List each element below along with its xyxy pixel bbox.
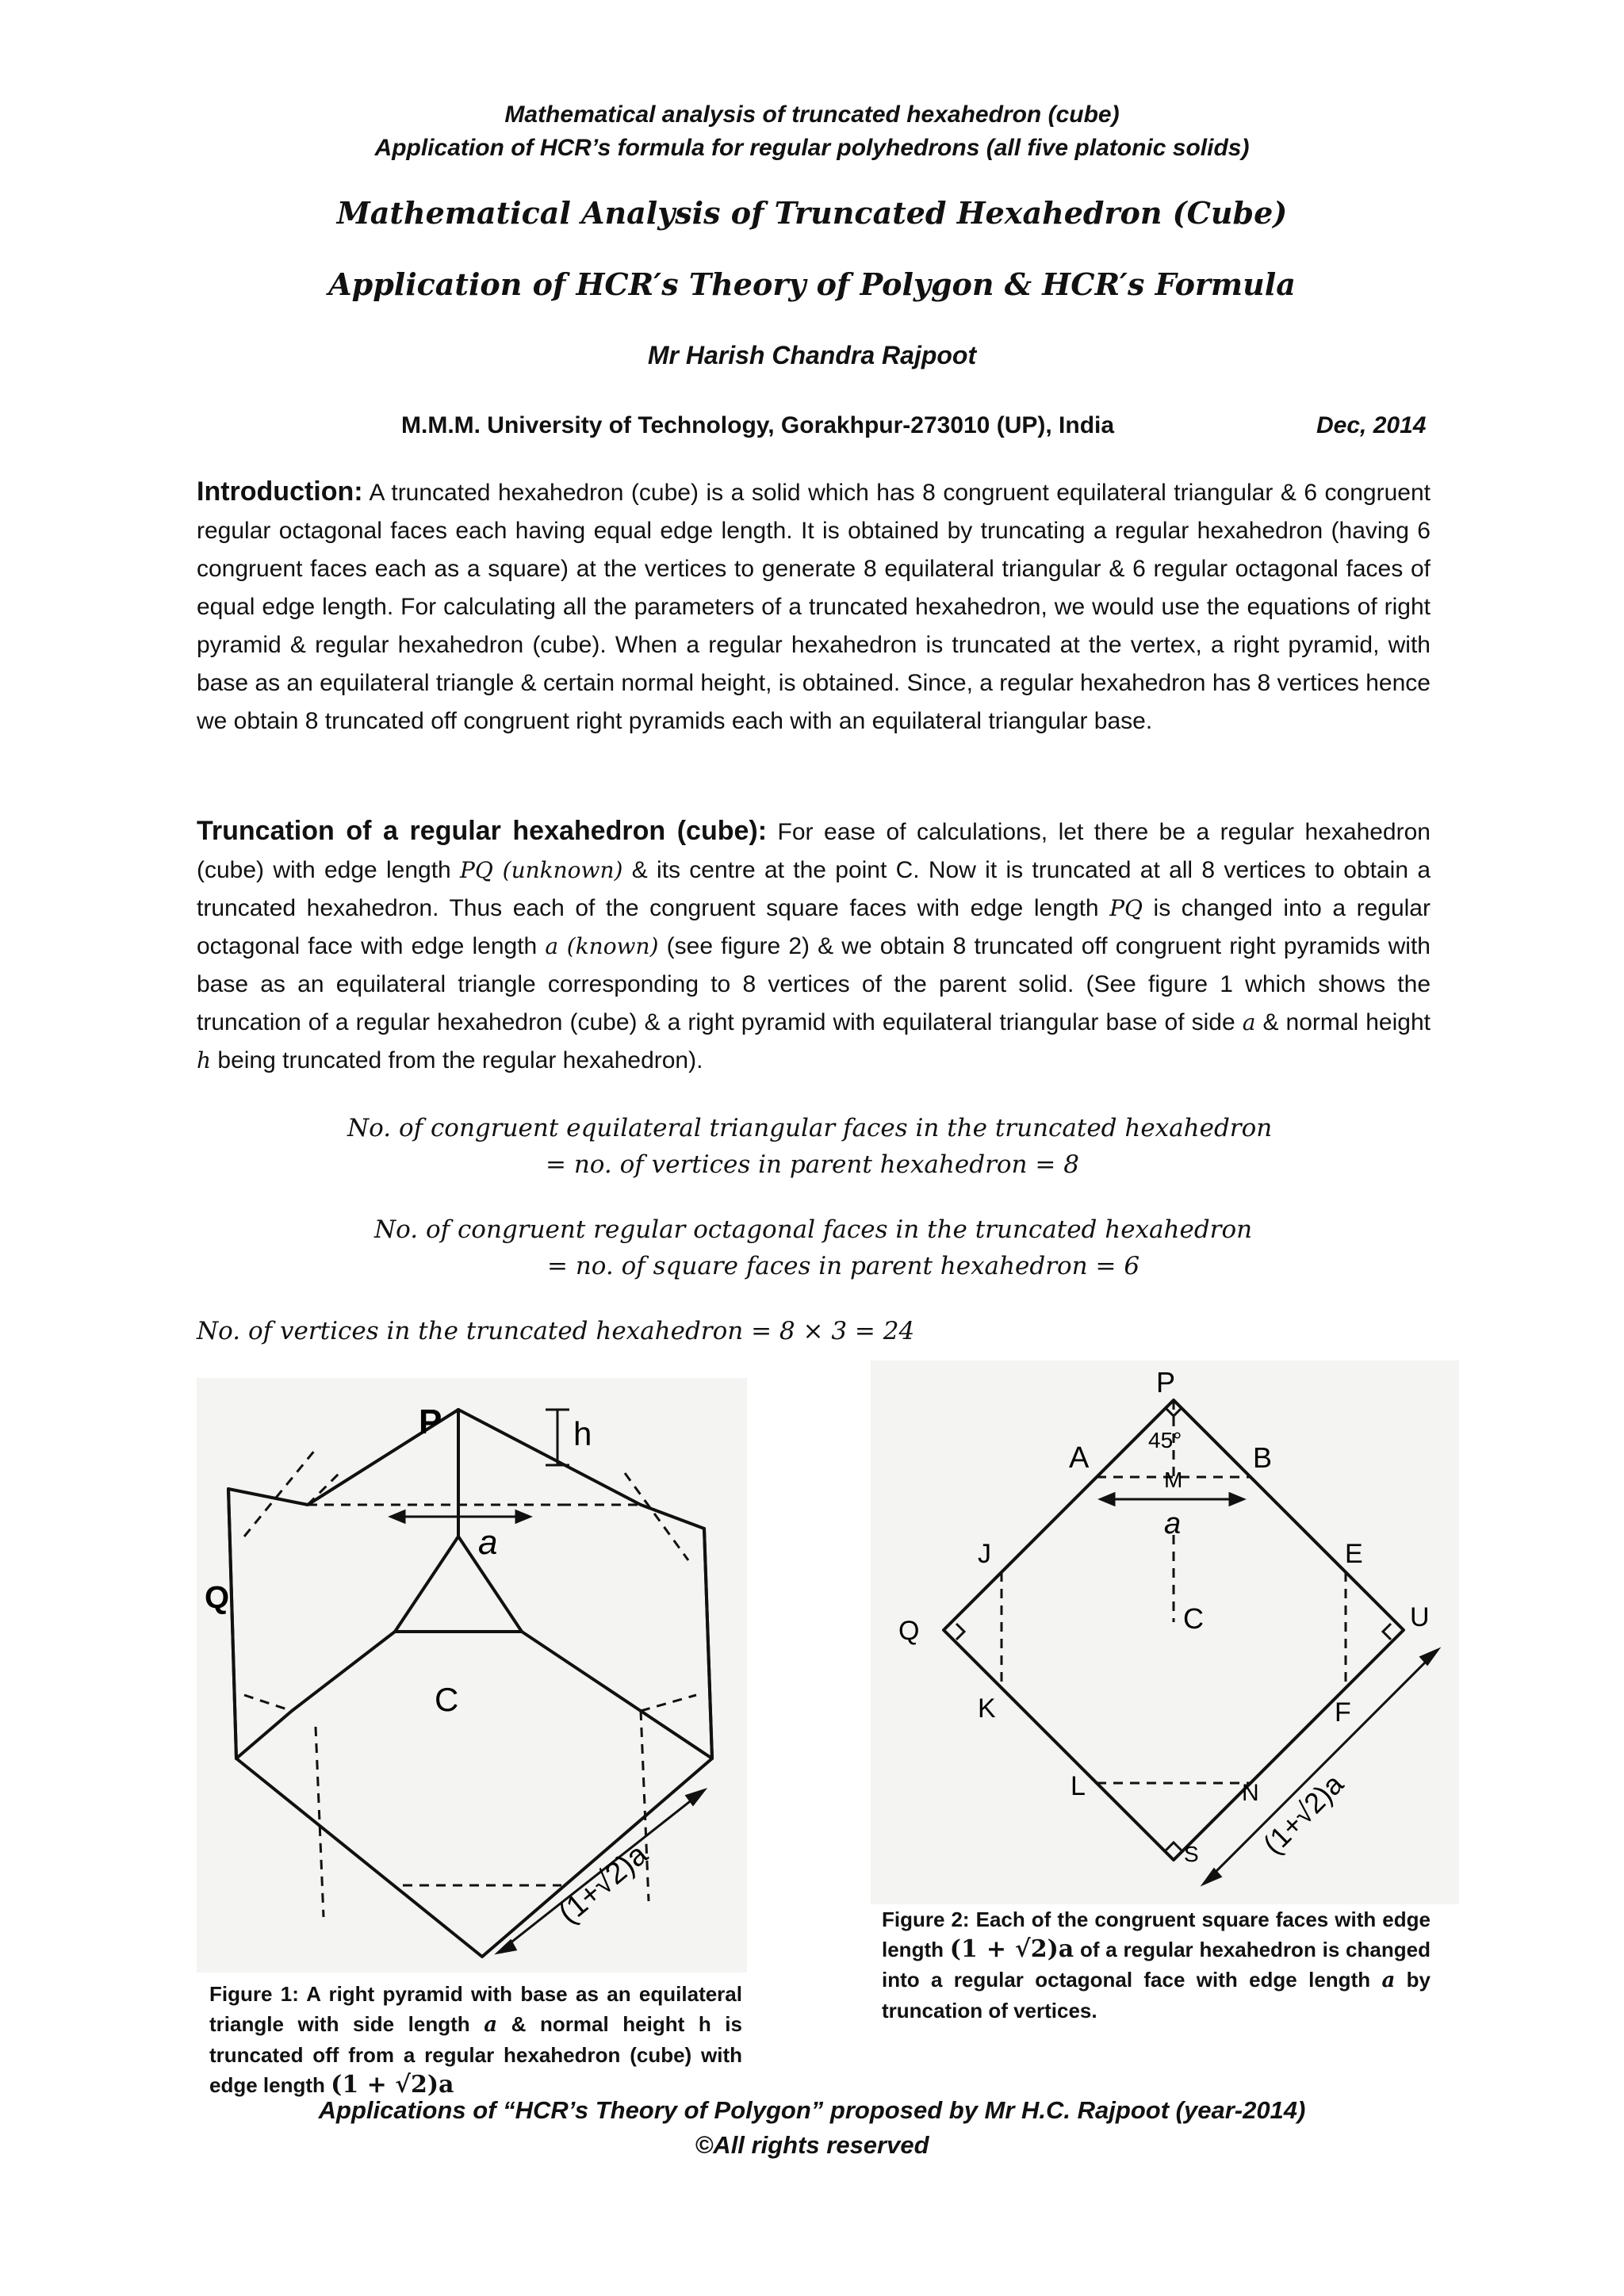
fig1-label-h: h xyxy=(573,1415,592,1452)
fig2-label-edge: (1+√2)a xyxy=(1256,1767,1350,1861)
fig1-truncated-triangle xyxy=(395,1536,522,1632)
fig2-label-f: F xyxy=(1335,1697,1351,1728)
introduction-heading: Introduction: xyxy=(197,476,363,507)
fig2-label-l: L xyxy=(1071,1771,1086,1801)
fig1-label-a: a xyxy=(478,1523,498,1562)
math-a-known: a (known) xyxy=(545,933,659,959)
figure-1-caption-math-edge: (1 + √2)a xyxy=(331,2071,454,2099)
fig2-label-angle: 45° xyxy=(1148,1428,1182,1452)
equation-1-line-1: No. of congruent equilateral triangular faces in the truncated hexahedron xyxy=(347,1114,1273,1142)
page-title-line1: Mathematical Analysis of Truncated Hexahedron (Cube) xyxy=(336,195,1288,231)
fig2-label-p: P xyxy=(1156,1366,1176,1399)
fig2-label-a: a xyxy=(1164,1507,1182,1540)
math-pq: PQ xyxy=(1109,895,1143,921)
truncation-heading: Truncation of a regular hexahedron (cube): xyxy=(197,816,768,846)
fig2-label-s: S xyxy=(1184,1842,1199,1866)
fig2-label-n: N xyxy=(1242,1780,1259,1806)
author-name: Mr Harish Chandra Rajpoot xyxy=(647,341,977,369)
fig2-label-c: C xyxy=(1183,1602,1204,1635)
fig2-label-k: K xyxy=(978,1693,996,1724)
running-header-line2: Application of HCR’s formula for regular polyhedrons (all five platonic solids) xyxy=(374,135,1250,161)
figure-2-caption-text-2: of a regular hexahedron is changed into a regular octagonal face with edge length xyxy=(882,1938,1431,1992)
figure-1-drawing xyxy=(197,1378,747,1973)
fig2-label-j: J xyxy=(978,1539,991,1569)
fig1-label-q: Q xyxy=(205,1580,230,1615)
figure-1-image xyxy=(197,1378,747,1973)
equation-2-line-2: = no. of square faces in parent hexahedron = 6 xyxy=(547,1252,1140,1280)
figure-2-image xyxy=(871,1360,1459,1904)
figure-2-caption-text-3: by truncation of vertices. xyxy=(882,1968,1431,2022)
fig2-label-a-vertex: A xyxy=(1069,1441,1090,1475)
footer-copyright: ©All rights reserved xyxy=(695,2131,929,2159)
figure-2-caption-text: Figure 2: Each of the congruent square faces with edge length xyxy=(882,1908,1431,1961)
affiliation: M.M.M. University of Technology, Gorakhpur-273010 (UP), India xyxy=(401,412,1115,438)
fig1-label-p: P xyxy=(419,1402,442,1441)
figure-2-drawing xyxy=(871,1360,1459,1904)
fig2-label-q: Q xyxy=(898,1616,920,1646)
figure-2-caption-math-a: a xyxy=(1381,1969,1396,1992)
figure-1-caption-math-a: a xyxy=(484,2013,498,2037)
introduction-text: A truncated hexahedron (cube) is a solid which has 8 congruent equilateral triangular & 6 congruent regular octagonal faces each having equal edge length. It is obtained by truncating a regular hexahedron (having 6 congruent faces each as a square) at the vertices to generate 8 equilateral triangular & 6 regular octagonal faces of equal edge length. For calculating all the parameters of a truncated hexahedron, we would use the equations of right pyramid & regular hexahedron (cube). When a regular hexahedron is truncated at the vertex, a right pyramid, with base as an equilateral triangle & certain normal height, is obtained. Since, a regular hexahedron has 8 vertices hence we obtain 8 truncated off congruent right pyramids each with an equilateral triangular base. xyxy=(197,480,1431,734)
equation-3: No. of vertices in the truncated hexahedron = 8 × 3 = 24 xyxy=(197,1317,915,1345)
truncation-paragraph xyxy=(197,812,1431,1080)
introduction-paragraph xyxy=(197,473,1431,740)
fig1-label-edge: (1+√2)a xyxy=(552,1838,654,1931)
figure-2-caption-math-edge: (1 + √2)a xyxy=(949,1935,1074,1963)
figure-2-caption xyxy=(882,1904,1431,2026)
publication-date: Dec, 2014 xyxy=(1316,412,1427,438)
equation-2-line-1: No. of congruent regular octagonal faces in the truncated hexahedron xyxy=(374,1215,1253,1244)
truncation-text-4: (see figure 2) & we obtain 8 truncated off congruent right pyramids with base as an equilateral triangle corresponding to 8 vertices of the parent solid. (See figure 1 which shows the truncation of a regular hexahedron (cube) & a right pyramid with equilateral triangular base of side xyxy=(197,933,1431,1035)
truncation-text-1: For ease of calculations, let there be a regular hexahedron (cube) with edge length xyxy=(197,819,1431,883)
figure-1-caption xyxy=(209,1979,742,2100)
footer-line1: Applications of “HCR’s Theory of Polygon” proposed by Mr H.C. Rajpoot (year-2014) xyxy=(318,2096,1306,2124)
figure-1-caption-text-2: & normal height h is truncated off from a regular hexahedron (cube) with edge length xyxy=(209,2012,742,2097)
equation-1-line-2: = no. of vertices in parent hexahedron = 8 xyxy=(546,1150,1079,1179)
fig2-label-m: M xyxy=(1164,1468,1183,1492)
math-a: a xyxy=(1242,1009,1256,1035)
truncation-text-6: being truncated from the regular hexahedron). xyxy=(217,1047,703,1073)
truncation-text-3: is changed into a regular octagonal face with edge length xyxy=(197,895,1431,959)
truncation-text-5: & normal height xyxy=(1262,1009,1431,1035)
math-h: h xyxy=(197,1047,212,1073)
fig1-label-c: C xyxy=(435,1681,459,1718)
figure-1-caption-text: Figure 1: A right pyramid with base as an equilateral triangle with side length xyxy=(209,1982,742,2036)
fig2-label-e: E xyxy=(1345,1539,1363,1569)
running-header-line1: Mathematical analysis of truncated hexahedron (cube) xyxy=(504,101,1120,128)
page-title-line2: Application of HCR′s Theory of Polygon & HCR′s Formula xyxy=(328,266,1296,302)
truncation-text-2: & its centre at the point C. Now it is truncated at all 8 vertices to obtain a truncated hexahedron. Thus each of the congruent square faces with edge length xyxy=(197,857,1431,921)
fig2-label-b: B xyxy=(1253,1441,1273,1474)
math-pq-unknown: PQ (unknown) xyxy=(460,857,623,883)
fig2-label-u: U xyxy=(1410,1602,1430,1632)
